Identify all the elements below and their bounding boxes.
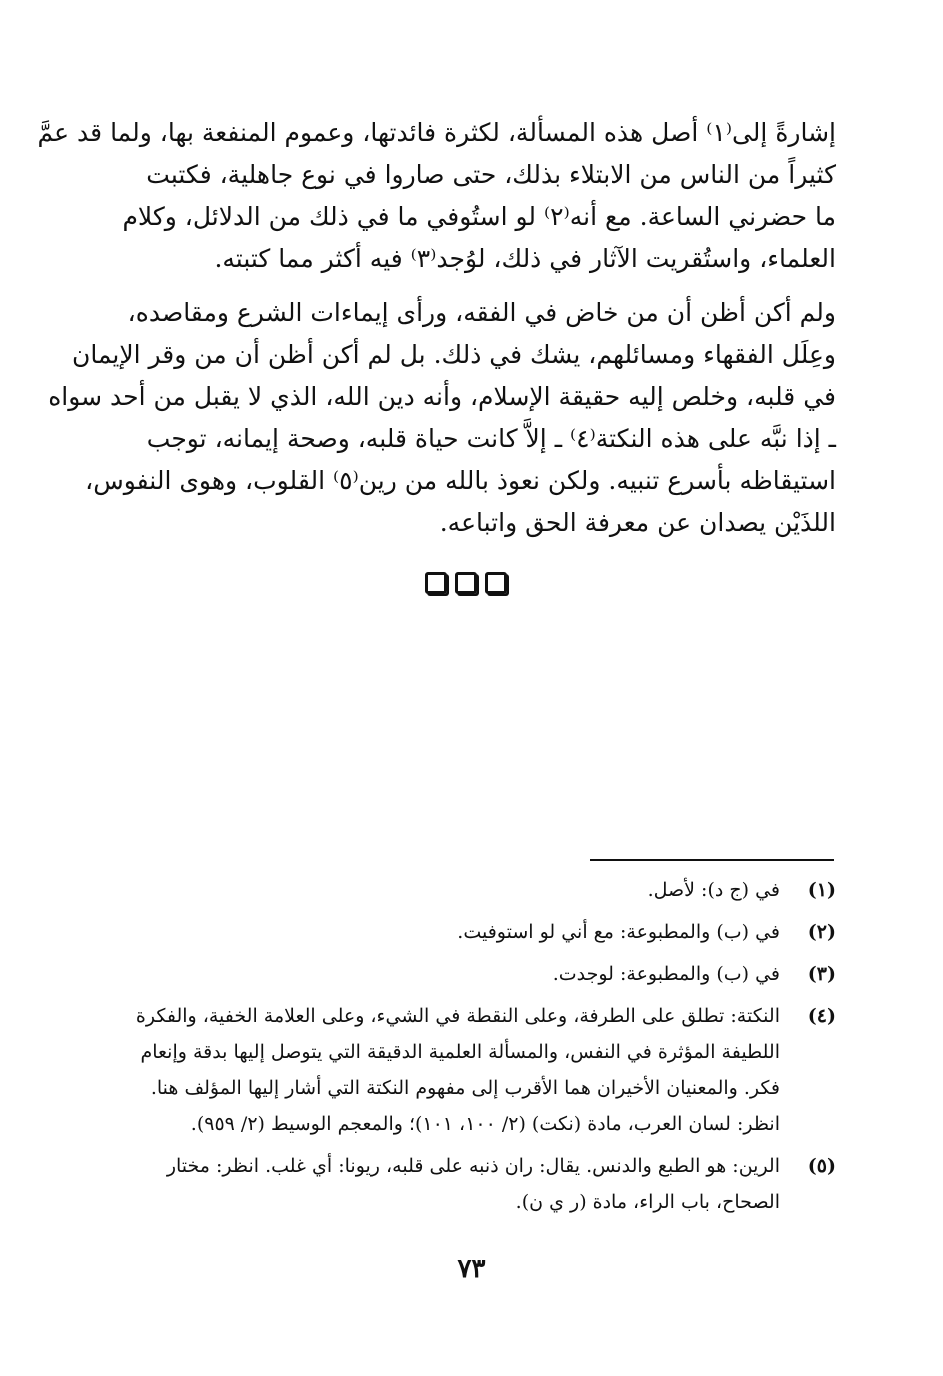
- section-separator: [425, 572, 507, 594]
- footnote-4: [110, 998, 836, 1142]
- page-number: ٧٣: [457, 1254, 486, 1284]
- footnote-text: فكر. والمعنيان الأخيران هما الأقرب إلى مفهوم النكتة التي أشار إليها المؤلف هنا.: [150, 1077, 780, 1099]
- text-line: كثيراً من الناس من الابتلاء بذلك، حتى صاروا في نوع جاهلية، فكتبت: [146, 160, 836, 189]
- footnote-text: في (ب) والمطبوعة: مع أني لو استوفيت.: [457, 921, 780, 943]
- square-ornament-icon: [455, 572, 477, 594]
- footnote-text: الصحاح، باب الراء، مادة (ر ي ن).: [515, 1191, 780, 1213]
- footnote-text: الرين: هو الطبع والدنس. يقال: ران ذنبه على قلبه، ريونا: أي غلب. انظر: مختار: [166, 1155, 780, 1177]
- text-line: اللذَيْن يصدان عن معرفة الحق واتباعه.: [439, 508, 836, 537]
- text-line: في قلبه، وخلص إليه حقيقة الإسلام، وأنه دين الله، الذي لا يقبل من أحد سواه: [48, 382, 836, 411]
- footnote-text: في (ب) والمطبوعة: لوجدت.: [552, 963, 780, 985]
- footnote-number: (٣): [807, 963, 836, 985]
- text-line: ـ إذا نبَّه على هذه النكتة⁽٤⁾ ـ إلاَّ كانت حياة قلبه، وصحة إيمانه، توجب: [146, 424, 836, 453]
- square-ornament-icon: [485, 572, 507, 594]
- footnote-rule: [590, 859, 834, 861]
- footnote-text: النكتة: تطلق على الطرفة، وعلى النقطة في الشيء، وعلى العلامة الخفية، والفكرة: [135, 1005, 780, 1027]
- text-line: ولم أكن أظن أن من خاض في الفقه، ورأى إيماءات الشرع ومقاصده،: [127, 298, 836, 327]
- footnote-number: (٥): [807, 1155, 836, 1177]
- footnotes: [110, 872, 836, 1220]
- footnote-2: [110, 914, 836, 950]
- text-line: العلماء، واستُقريت الآثار في ذلك، لوُجد⁽٣⁾ فيه أكثر مما كتبته.: [214, 244, 836, 273]
- footnote-text: في (ج د): لأصل.: [647, 879, 780, 901]
- footnote-number: (١): [807, 879, 836, 901]
- footnote-1: [110, 872, 836, 908]
- footnote-number: (٢): [807, 921, 836, 943]
- square-ornament-icon: [425, 572, 447, 594]
- footnote-text: انظر: لسان العرب، مادة (نكت) (٢/ ١٠٠، ١٠١)؛ والمعجم الوسيط (٢/ ٩٥٩).: [190, 1113, 780, 1135]
- footnote-number: (٤): [807, 1005, 836, 1027]
- paragraph-1: [37, 112, 836, 280]
- footnote-3: [110, 956, 836, 992]
- text-line: ما حضرني الساعة. مع أنه⁽٢⁾ لو استُوفي ما في ذلك من الدلائل، وكلام: [122, 202, 836, 231]
- text-line: إشارةً إلى⁽١⁾ أصل هذه المسألة، لكثرة فائدتها، وعموم المنفعة بها، ولما قد عمَّ: [37, 118, 836, 147]
- footnote-text: اللطيفة المؤثرة في النفس، والمسألة العلمية الدقيقة التي يتوصل إليها بدقة وإنعام: [140, 1041, 780, 1063]
- text-line: وعِلَل الفقهاء ومسائلهم، يشك في ذلك. بل لم أكن أظن أن من وقر الإيمان: [71, 340, 836, 369]
- text-line: استيقاظه بأسرع تنبيه. ولكن نعوذ بالله من رين⁽٥⁾ القلوب، وهوى النفوس،: [85, 466, 836, 495]
- footnote-5: [110, 1148, 836, 1220]
- paragraph-2: [48, 292, 836, 544]
